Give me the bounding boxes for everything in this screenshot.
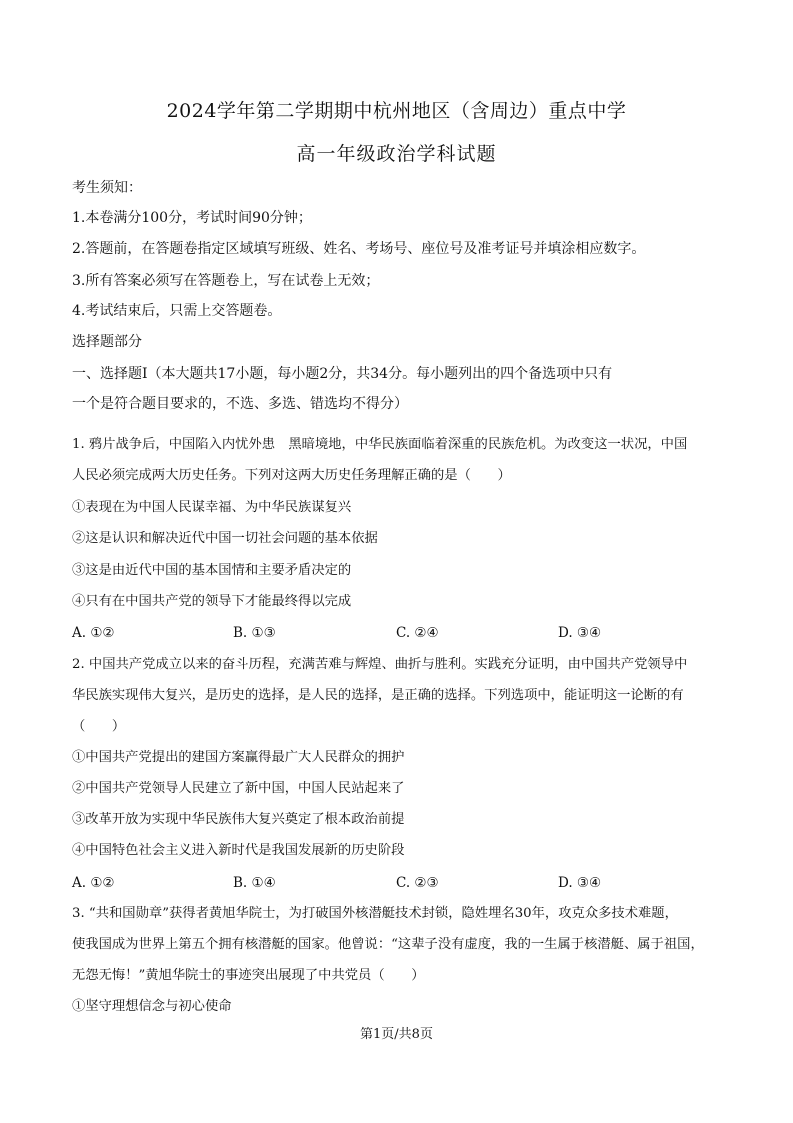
question-2-statement: ②中国共产党领导人民建立了新中国，中国人民站起来了 xyxy=(72,781,405,796)
question-1-option-c: C. ②④ xyxy=(396,625,439,641)
question-3-text: 使我国成为世界上第五个拥有核潜艇的国家。他曾说：“这辈子没有虚度，我的一生属于核潜艇、属于祖国， xyxy=(72,937,704,952)
question-2-option-c: C. ②③ xyxy=(396,875,439,891)
question-1-option-b: B. ①③ xyxy=(233,625,276,641)
question-2-text: 2. 中国共产党成立以来的奋斗历程，充满苦难与辉煌、曲折与胜利。实践充分证明，由中国共产党领导中 xyxy=(72,657,688,672)
section-part-line: 一、选择题Ⅰ（本大题共17小题，每小题2分，共34分。每小题列出的四个备选项中只有 xyxy=(72,366,613,382)
question-2-statement: ①中国共产党提出的建国方案赢得最广大人民群众的拥护 xyxy=(72,750,405,765)
question-1-option-a: A. ①② xyxy=(72,625,115,641)
question-2-text: 华民族实现伟大复兴，是历史的选择，是人民的选择，是正确的选择。下列选项中，能证明这一论断的有 xyxy=(72,688,684,703)
question-2-option-b: B. ①④ xyxy=(233,875,276,891)
instruction-item: 3.所有答案必须写在答题卷上，写在试卷上无效； xyxy=(72,273,380,289)
section-title: 选择题部分 xyxy=(72,334,142,350)
instruction-item: 2.答题前，在答题卷指定区域填写班级、姓名、考场号、座位号及准考证号并填涂相应数字。 xyxy=(72,241,646,257)
exam-subtitle: 高一年级政治学科试题 xyxy=(296,143,497,165)
question-2-option-a: A. ①② xyxy=(72,875,115,891)
instructions-heading: 考生须知： xyxy=(72,180,142,196)
question-2-text: （ ） xyxy=(72,719,126,734)
question-2-option-d: D. ③④ xyxy=(558,875,602,891)
question-2-statement: ③改革开放为实现中华民族伟大复兴奠定了根本政治前提 xyxy=(72,812,405,827)
exam-title: 2024学年第二学期期中杭州地区（含周边）重点中学 xyxy=(166,100,627,122)
question-1-statement: ②这是认识和解决近代中国一切社会问题的基本依据 xyxy=(72,531,378,546)
question-1-statement: ①表现在为中国人民谋幸福、为中华民族谋复兴 xyxy=(72,500,352,515)
instruction-item: 1.本卷满分100分，考试时间90分钟； xyxy=(72,210,312,226)
page-footer: 第1页/共8页 xyxy=(360,1027,433,1042)
question-3-statement: ①坚守理想信念与初心使命 xyxy=(72,999,232,1014)
question-1-option-d: D. ③④ xyxy=(558,625,602,641)
instruction-item: 4.考试结束后，只需上交答题卷。 xyxy=(72,303,282,319)
question-1-text: 人民必须完成两大历史任务。下列对这两大历史任务理解正确的是（ ） xyxy=(72,468,511,483)
question-2-statement: ④中国特色社会主义进入新时代是我国发展新的历史阶段 xyxy=(72,843,405,858)
question-3-text: 无怨无悔！”黄旭华院士的事迹突出展现了中共党员（ ） xyxy=(72,968,425,983)
question-1-statement: ④只有在中国共产党的领导下才能最终得以完成 xyxy=(72,594,352,609)
question-1-text: 1. 鸦片战争后，中国陷入内忧外患 黑暗境地，中华民族面临着深重的民族危机。为改变这一状况，中国 xyxy=(72,437,688,452)
section-part-line: 一个是符合题目要求的，不选、多选、错选均不得分） xyxy=(72,396,408,412)
question-1-statement: ③这是由近代中国的基本国情和主要矛盾决定的 xyxy=(72,563,352,578)
question-3-text: 3. “共和国勋章”获得者黄旭华院士，为打破国外核潜艇技术封锁，隐姓埋名30年，攻克众多技术难题， xyxy=(72,906,678,921)
